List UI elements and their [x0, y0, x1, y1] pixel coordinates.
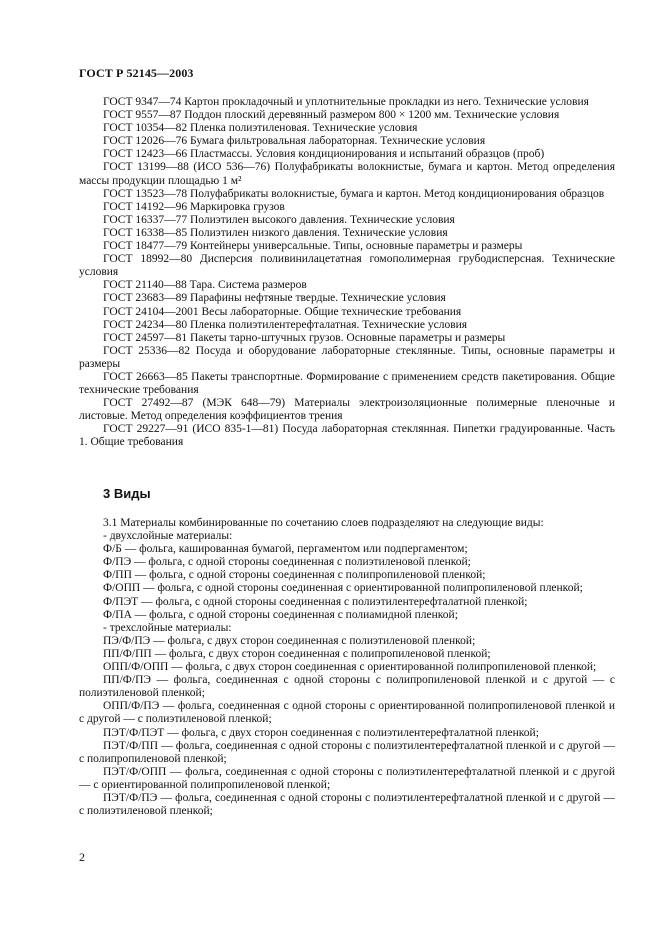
reference-entry: ГОСТ 24234—80 Пленка полиэтилентерефталатная. Технические условия: [103, 318, 468, 331]
section-line: Ф/ПЭТ — фольга, с одной стороны соединенная с полиэтилентерефталатной пленкой;: [103, 595, 528, 608]
reference-entry: ГОСТ 23683—89 Парафины нефтяные твердые. Технические условия: [103, 292, 446, 305]
reference-entry: ГОСТ 24597—81 Пакеты тарно-штучных грузов. Основные параметры и размеры: [103, 331, 506, 344]
reference-entry: ГОСТ 27492—87 (МЭК 648—79) Материалы электроизоляционные полимерные пленочные и листовые. Метод определения коэффициентов трения: [79, 397, 615, 423]
reference-entry: ГОСТ 16337—77 Полиэтилен высокого давления. Технические условия: [103, 213, 455, 226]
section-line: ПЭ/Ф/ПЭ — фольга, с двух сторон соединенная с полиэтиленовой пленкой;: [103, 634, 476, 647]
reference-entry: ГОСТ 29227—91 (ИСО 835-1—81) Посуда лабораторная стеклянная. Пипетки градуированные. Часть 1. Общие требования: [79, 423, 615, 449]
section-line: Ф/Б — фольга, кашированная бумагой, пергаментом или подпергаментом;: [103, 543, 468, 556]
page-number: 2: [79, 850, 85, 864]
reference-entry: ГОСТ 12423—66 Пластмассы. Условия кондиционирования и испытаний образцов (проб): [103, 148, 545, 161]
reference-entry: ГОСТ 18477—79 Контейнеры универсальные. Типы, основные параметры и размеры: [103, 240, 523, 253]
section-line: Ф/ОПП — фольга, с одной стороны соединенная с ориентированной полипропиленовой пленкой;: [103, 582, 583, 595]
document-header: ГОСТ Р 52145—2003: [79, 66, 194, 80]
section-line: ОПП/Ф/ОПП — фольга, с двух сторон соединенная с ориентированной полипропиленовой пленкой;: [103, 661, 597, 674]
section-title: 3 Виды: [103, 486, 151, 501]
normative-references-list: [79, 96, 615, 450]
reference-entry: ГОСТ 13199—88 (ИСО 536—76) Полуфабрикаты волокнистые, бумага и картон. Метод определения массы продукции площадью 1 м²: [79, 161, 615, 187]
reference-entry: ГОСТ 16338—85 Полиэтилен низкого давления. Технические условия: [103, 226, 448, 239]
section-line: ПП/Ф/ПП — фольга, с двух сторон соединенная с полипропиленовой пленкой;: [103, 647, 491, 660]
section-body: [79, 517, 615, 818]
reference-entry: ГОСТ 21140—88 Тара. Система размеров: [103, 279, 307, 292]
section-line: - трехслойные материалы:: [103, 621, 232, 634]
section-line: - двухслойные материалы:: [103, 530, 233, 543]
reference-entry: ГОСТ 13523—78 Полуфабрикаты волокнистые, бумага и картон. Метод кондиционирования образцов: [103, 187, 605, 200]
reference-entry: ГОСТ 12026—76 Бумага фильтровальная лабораторная. Технические условия: [103, 135, 486, 148]
reference-entry: ГОСТ 18992—80 Дисперсия поливинилацетатная гомополимерная грубодисперсная. Технические условия: [79, 253, 615, 279]
section-line: Ф/ПП — фольга, с одной стороны соединенная с полипропиленовой пленкой;: [103, 569, 486, 582]
section-line: Ф/ПА — фольга, с одной стороны соединенная с полиамидной пленкой;: [103, 608, 458, 621]
section-line: Ф/ПЭ — фольга, с одной стороны соединенная с полиэтиленовой пленкой;: [103, 556, 471, 569]
reference-entry: ГОСТ 26663—85 Пакеты транспортные. Формирование с применением средств пакетирования. Общие технические требования: [79, 370, 615, 397]
reference-entry: ГОСТ 14192—96 Маркировка грузов: [103, 200, 285, 213]
reference-entry: ГОСТ 24104—2001 Весы лабораторные. Общие технические требования: [103, 305, 462, 318]
section-line: ПП/Ф/ПЭ — фольга, соединенная с одной стороны с полипропиленовой пленкой и с другой — с полиэтиленовой пленкой;: [79, 674, 615, 700]
reference-entry: ГОСТ 25336—82 Посуда и оборудование лабораторные стеклянные. Типы, основные параметры и размеры: [79, 344, 615, 370]
reference-entry: ГОСТ 10354—82 Пленка полиэтиленовая. Технические условия: [103, 122, 418, 135]
section-line: 3.1 Материалы комбинированные по сочетанию слоев подразделяют на следующие виды:: [103, 517, 544, 529]
section-line: ПЭТ/Ф/ОПП — фольга, соединенная с одной стороны с полиэтилентерефталатной пленкой и с другой — с ориентированной полипропиленовой пленкой;: [79, 765, 615, 791]
section-line: ПЭТ/Ф/ПЭ — фольга, соединенная с одной стороны с полиэтилентерефталатной пленкой и с другой — с полиэтиленовой пленкой;: [79, 791, 615, 818]
section-line: ОПП/Ф/ПЭ — фольга, соединенная с одной стороны с ориентированной полипропиленовой пленкой и с другой — с полиэтиленовой пленкой;: [79, 700, 615, 726]
section-line: ПЭТ/Ф/ПП — фольга, соединенная с одной стороны с полиэтилентерефталатной пленкой и с другой — с полипропиленовой пленкой;: [79, 739, 615, 765]
section-line: ПЭТ/Ф/ПЭТ — фольга, с двух сторон соединенная с полиэтилентерефталатной пленкой;: [103, 726, 539, 739]
reference-entry: ГОСТ 9557—87 Поддон плоский деревянный размером 800 × 1200 мм. Технические условия: [103, 109, 560, 122]
reference-entry: ГОСТ 9347—74 Картон прокладочный и уплотнительные прокладки из него. Технические условия: [103, 96, 589, 108]
